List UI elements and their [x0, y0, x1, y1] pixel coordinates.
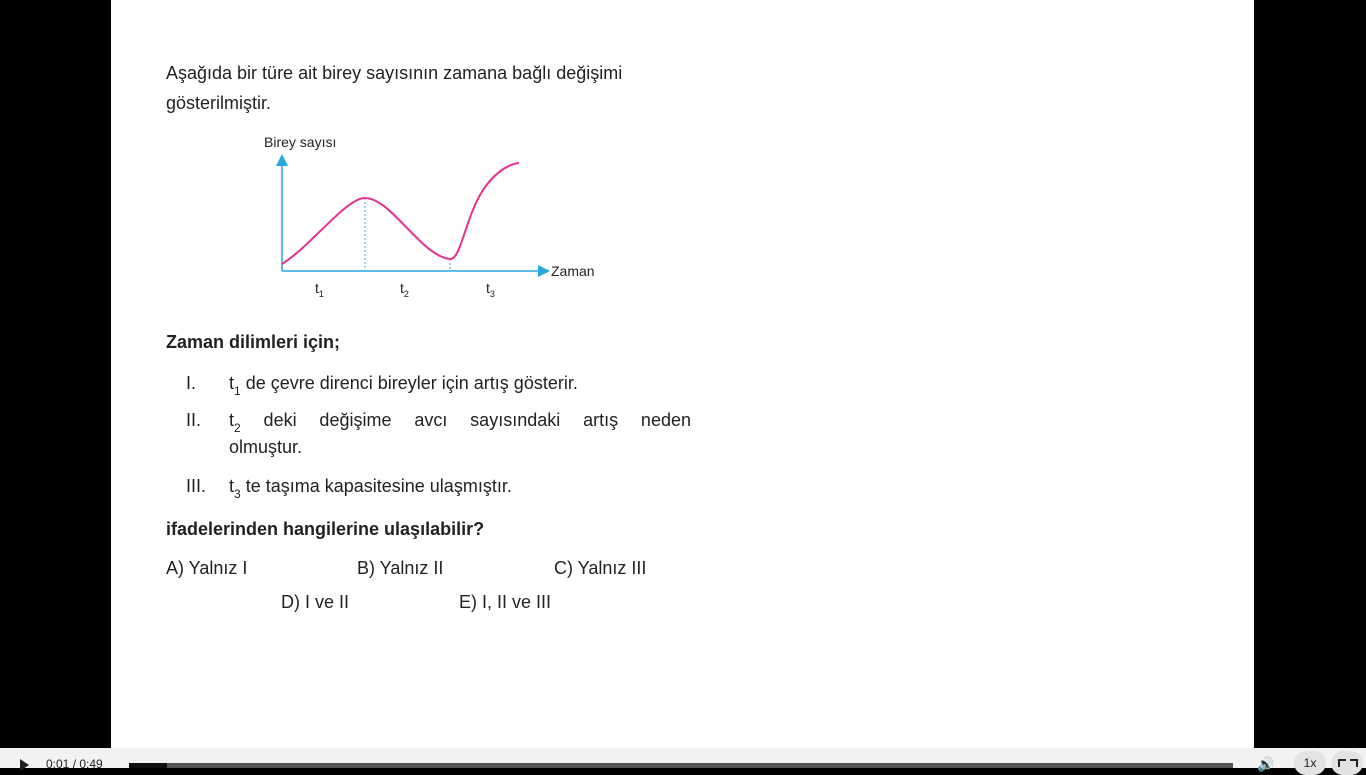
population-curve — [282, 163, 519, 264]
t1-label: $t_1$ — [315, 280, 324, 299]
progress-fill — [129, 763, 167, 768]
statement-1-sub: 1 — [234, 384, 241, 398]
t2-label: $t_2$ — [400, 280, 409, 299]
question-page — [111, 0, 1254, 748]
statement-3-text: te taşıma kapasitesine ulaşmıştır. — [240, 476, 512, 496]
statement-1-number: I. — [186, 373, 197, 393]
statement-1-text: de çevre direnci bireyler için artış gösterir. — [240, 373, 578, 393]
option-c: C) Yalnız III — [554, 558, 647, 578]
question-text: ifadelerinden hangilerine ulaşılabilir? — [166, 519, 485, 539]
question-intro — [166, 58, 706, 118]
time-display: 0:01 / 0:49 — [46, 757, 103, 771]
option-a: A) Yalnız I — [166, 558, 248, 578]
fullscreen-icon[interactable] — [1331, 751, 1363, 775]
statement-2-sub: 2 — [234, 421, 241, 435]
option-d: D) I ve II — [281, 592, 350, 612]
y-axis-label: Birey sayısı — [264, 134, 337, 150]
progress-bar[interactable] — [129, 763, 1233, 768]
option-b: B) Yalnız II — [357, 558, 444, 578]
population-graph — [251, 128, 611, 308]
statement-2 — [229, 410, 691, 435]
statement-2-continuation: olmuştur. — [229, 437, 303, 457]
t3-label: $t_3$ — [486, 280, 495, 299]
statement-1-t: t — [229, 373, 235, 393]
video-controls — [0, 748, 1366, 772]
statement-2-t: t — [229, 410, 235, 430]
statement-1 — [229, 373, 699, 398]
prompt-heading: Zaman dilimleri için; — [166, 332, 341, 352]
statement-3 — [229, 476, 699, 501]
play-icon[interactable] — [20, 759, 29, 771]
speed-button[interactable]: 1x — [1294, 751, 1326, 775]
x-axis-label: Zaman — [551, 263, 595, 279]
statement-3-sub: 3 — [234, 487, 241, 501]
statement-2-text: deki değişime avcı sayısındaki artış neden — [240, 410, 691, 430]
statement-3-t: t — [229, 476, 235, 496]
option-e: E) I, II ve III — [459, 592, 552, 612]
statement-2-number: II. — [186, 410, 202, 430]
volume-icon[interactable]: 🔊 — [1257, 756, 1275, 772]
intro-line-2: gösterilmiştir. — [166, 93, 272, 113]
statement-3-number: III. — [186, 476, 207, 496]
intro-line-1: Aşağıda bir türe ait birey sayısının zamana bağlı değişimi — [166, 63, 623, 83]
